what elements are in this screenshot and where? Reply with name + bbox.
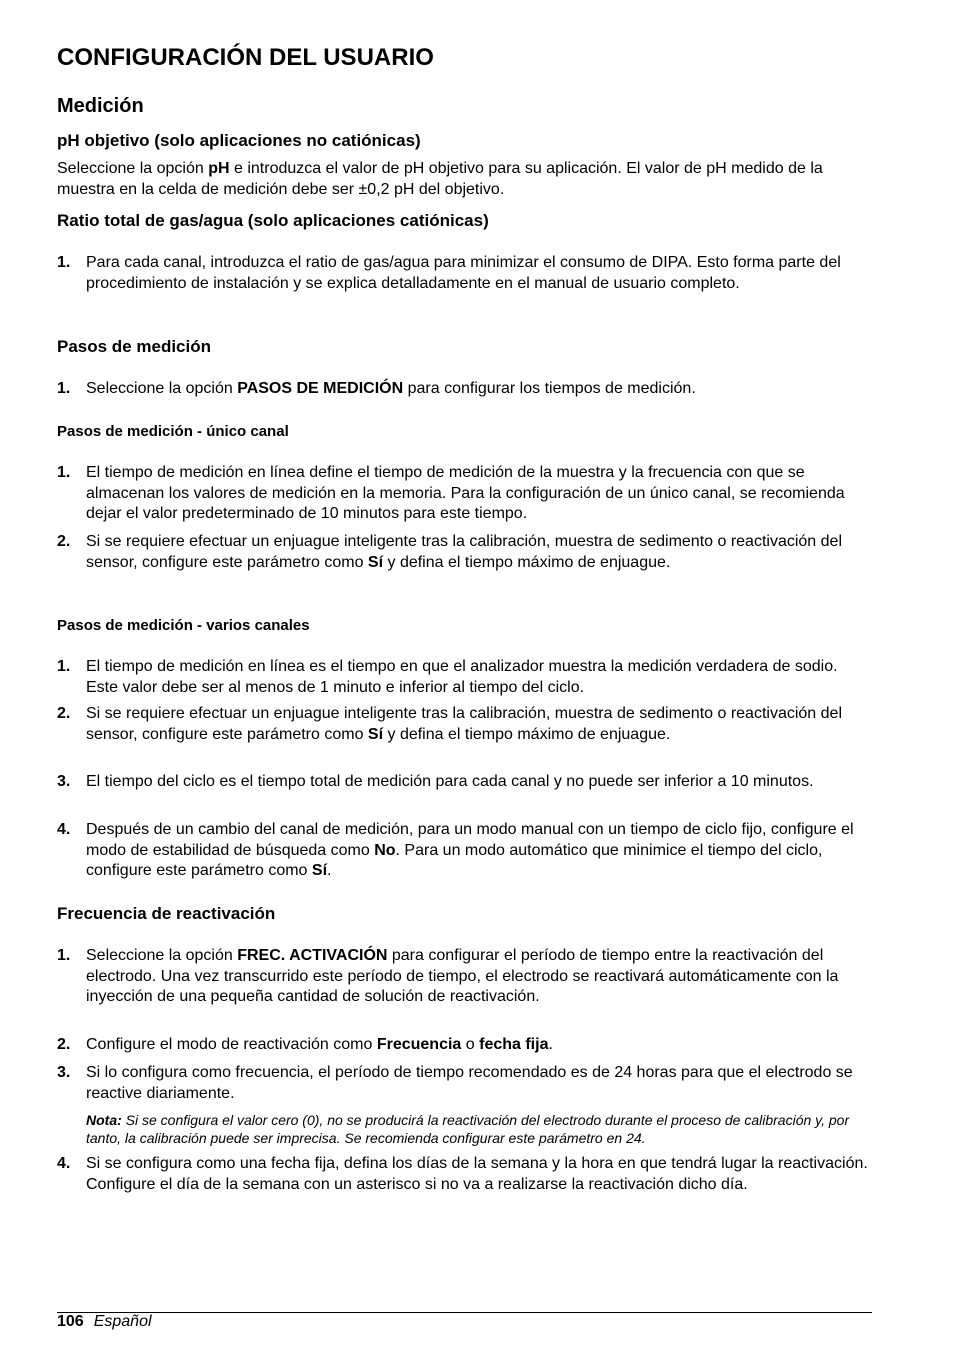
footer-language: Español bbox=[93, 1313, 152, 1330]
ph-heading: pH objetivo (solo aplicaciones no catiónicas) bbox=[57, 131, 421, 150]
list-item: 1. Seleccione la opción FREC. ACTIVACIÓN para configurar el período de tiempo entre la reactivación del electrodo. Una vez transcurrido este período de tiempo, el electrodo se reactivará automáticamente con la inyección de una pequeña cantidad de solución de reactivación. bbox=[57, 947, 839, 1005]
list-item: 1. El tiempo de medición en línea es el tiempo en que el analizador muestra la medición verdadera de sodio. Este valor debe ser al menos de 1 minuto e inferior al tiempo del ciclo. bbox=[57, 658, 838, 696]
list-item: 2. Configure el modo de reactivación como Frecuencia o fecha fija. bbox=[57, 1036, 553, 1053]
page-title: CONFIGURACIÓN DEL USUARIO bbox=[57, 44, 434, 71]
unico-heading: Pasos de medición - único canal bbox=[57, 423, 289, 440]
list-item: 4. Después de un cambio del canal de medición, para un modo manual con un tiempo de ciclo fijo, configure el modo de estabilidad de búsqueda como No. Para un modo automático que minimice el tiempo del ciclo, configure este parámetro como Sí. bbox=[57, 821, 854, 879]
list-item: 3. Si lo configura como frecuencia, el período de tiempo recomendado es de 24 horas para que el electrodo se reactive diariamente. bbox=[57, 1064, 853, 1102]
list-item: 2. Si se requiere efectuar un enjuague inteligente tras la calibración, muestra de sedimento o reactivación del sensor, configure este parámetro como Sí y defina el tiempo máximo de enjuague. bbox=[57, 533, 842, 571]
frec-heading: Frecuencia de reactivación bbox=[57, 904, 276, 923]
note: Nota: Si se configura el valor cero (0), no se producirá la reactivación del electrodo durante el proceso de calibración y, por tanto, la calibración puede ser imprecisa. Se recomienda configurar este parámetro en 24. bbox=[86, 1112, 850, 1146]
list-item: 1. El tiempo de medición en línea define el tiempo de medición de la muestra y la frecuencia con que se almacenan los valores de medición en la memoria. Para la configuración de un único canal, se recomienda dejar el valor predeterminado de 10 minutos para este tiempo. bbox=[57, 464, 845, 522]
ph-paragraph: Seleccione la opción pH e introduzca el valor de pH objetivo para su aplicación. El valor de pH medido de la muestra en la celda de medición debe ser ±0,2 pH del objetivo. bbox=[57, 160, 823, 198]
list-item: 1. Seleccione la opción PASOS DE MEDICIÓN para configurar los tiempos de medición. bbox=[57, 380, 696, 397]
varios-heading: Pasos de medición - varios canales bbox=[57, 617, 310, 634]
list-item: 4. Si se configura como una fecha fija, defina los días de la semana y la hora en que tendrá lugar la reactivación. Configure el día de la semana con un asterisco si no va a realizarse la reactivación dicho día. bbox=[57, 1155, 868, 1193]
page-footer bbox=[57, 1312, 152, 1332]
list-item: 3. El tiempo del ciclo es el tiempo total de medición para cada canal y no puede ser inferior a 10 minutos. bbox=[57, 773, 814, 790]
footer-rule bbox=[57, 1312, 872, 1313]
page-number: 106 bbox=[57, 1313, 84, 1330]
list-item: 1. Para cada canal, introduzca el ratio de gas/agua para minimizar el consumo de DIPA. Esto forma parte del procedimiento de instalación y se explica detalladamente en el manual de usuario completo. bbox=[57, 254, 841, 292]
pasos-heading: Pasos de medición bbox=[57, 337, 211, 356]
list-item: 2. Si se requiere efectuar un enjuague inteligente tras la calibración, muestra de sedimento o reactivación del sensor, configure este parámetro como Sí y defina el tiempo máximo de enjuague. bbox=[57, 705, 842, 743]
ratio-heading: Ratio total de gas/agua (solo aplicaciones catiónicas) bbox=[57, 211, 489, 230]
section-heading: Medición bbox=[57, 95, 144, 117]
